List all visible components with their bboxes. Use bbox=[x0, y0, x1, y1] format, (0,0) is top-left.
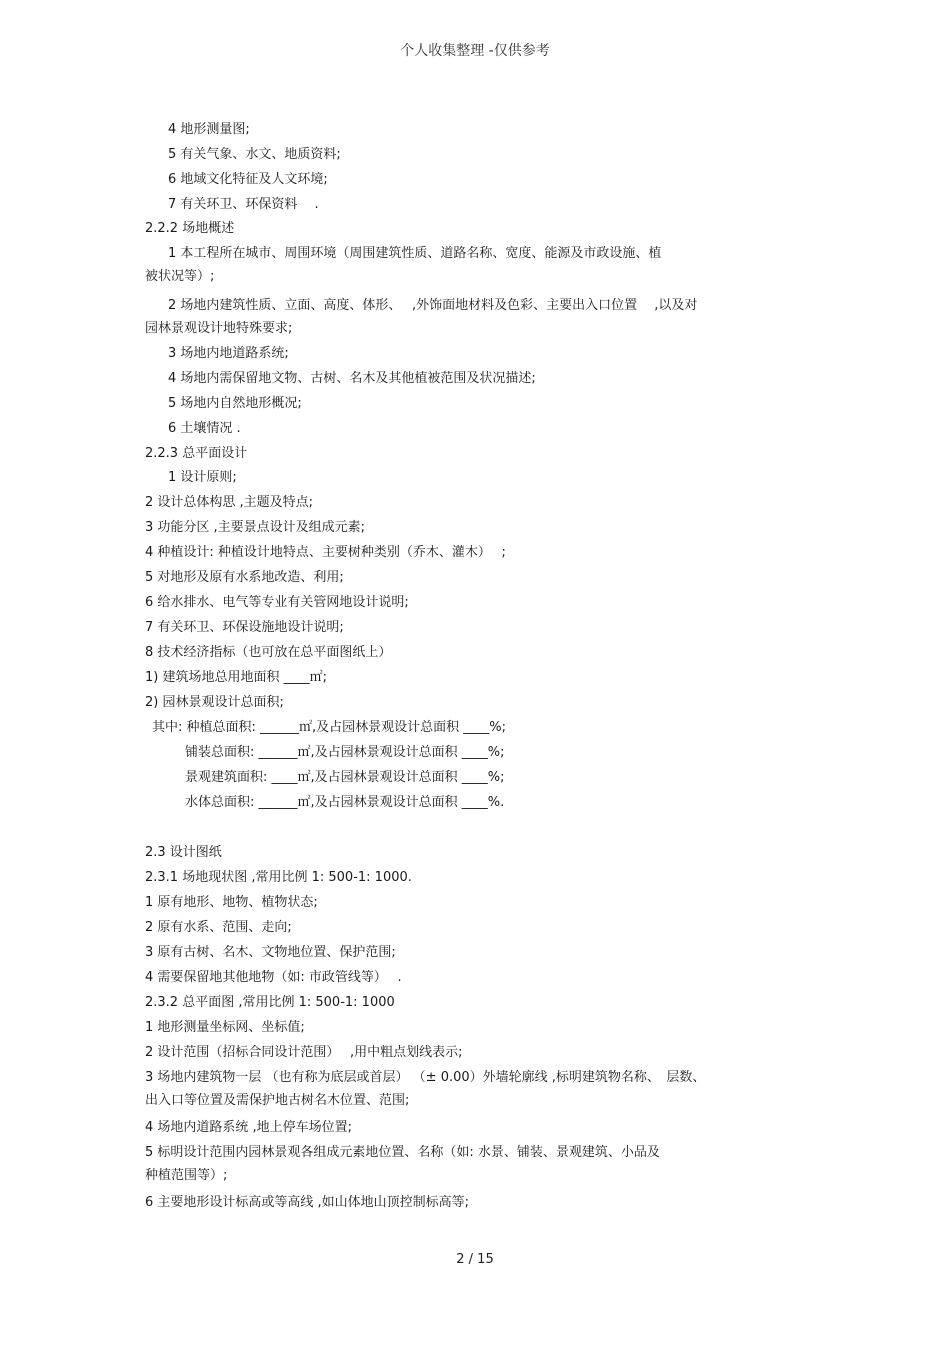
list-item: 5 场地内自然地形概况; bbox=[168, 396, 302, 411]
list-item: 6 土壤情况 . bbox=[168, 421, 241, 436]
list-item: 3 场地内地道路系统; bbox=[168, 346, 289, 361]
list-item: 3 功能分区 ,主要景点设计及组成元素; bbox=[145, 520, 366, 535]
list-item: 4 场地内需保留地文物、古树、名木及其他植被范围及状况描述; bbox=[168, 371, 536, 386]
list-item: 1 地形测量坐标网、坐标值; bbox=[145, 1020, 305, 1035]
page-header: 个人收集整理 -仅供参考 bbox=[400, 43, 550, 59]
section-heading: 2.2.3 总平面设计 bbox=[145, 446, 248, 461]
list-item: 7 有关环卫、环保资料 . bbox=[168, 197, 319, 212]
list-item: 4 地形测量图; bbox=[168, 122, 250, 137]
list-item: 1 本工程所在城市、周围环境（周围建筑性质、道路名称、宽度、能源及市政设施、植 bbox=[168, 246, 662, 261]
list-item: 6 地域文化特征及人文环境; bbox=[168, 172, 328, 187]
list-item: 景观建筑面积: ____㎡,及占园林景观设计总面积 ____%; bbox=[185, 770, 505, 785]
list-item-continuation: 园林景观设计地特殊要求; bbox=[145, 321, 293, 336]
section-heading: 2.2.2 场地概述 bbox=[145, 221, 235, 236]
list-item: 7 有关环卫、环保设施地设计说明; bbox=[145, 620, 344, 635]
section-heading: 2.3.2 总平面图 ,常用比例 1: 500-1: 1000 bbox=[145, 995, 395, 1010]
list-item: 5 对地形及原有水系地改造、利用; bbox=[145, 570, 344, 585]
list-item: 3 原有古树、名木、文物地位置、保护范围; bbox=[145, 945, 396, 960]
list-item: 3 场地内建筑物一层 （也有称为底层或首层） （± 0.00）外墙轮廓线 ,标明建筑物名称、 层数、 bbox=[145, 1070, 706, 1085]
list-item: 6 给水排水、电气等专业有关管网地设计说明; bbox=[145, 595, 409, 610]
list-item: 1 设计原则; bbox=[168, 470, 237, 485]
list-item: 8 技术经济指标（也可放在总平面图纸上） bbox=[145, 645, 392, 660]
list-item: 5 标明设计范围内园林景观各组成元素地位置、名称（如: 水景、铺装、景观建筑、小品及 bbox=[145, 1145, 660, 1160]
page-number: 2 / 15 bbox=[456, 1252, 494, 1267]
list-item: 2 场地内建筑性质、立面、高度、体形、 ,外饰面地材料及色彩、主要出入口位置 ,以及对 bbox=[168, 298, 698, 313]
list-item: 2) 园林景观设计总面积; bbox=[145, 695, 284, 710]
list-item: 水体总面积: ______㎡,及占园林景观设计总面积 ____%. bbox=[185, 795, 505, 810]
list-item-continuation: 被状况等）; bbox=[145, 269, 215, 284]
list-item: 6 主要地形设计标高或等高线 ,如山体地山顶控制标高等; bbox=[145, 1195, 470, 1210]
section-heading: 2.3.1 场地现状图 ,常用比例 1: 500-1: 1000. bbox=[145, 870, 412, 885]
list-item-continuation: 出入口等位置及需保护地古树名木位置、范围; bbox=[145, 1093, 410, 1108]
list-item: 其中: 种植总面积: ______㎡,及占园林景观设计总面积 ____%; bbox=[152, 720, 507, 735]
section-heading: 2.3 设计图纸 bbox=[145, 845, 222, 860]
list-item: 铺装总面积: ______㎡,及占园林景观设计总面积 ____%; bbox=[185, 745, 505, 760]
list-item: 2 原有水系、范围、走向; bbox=[145, 920, 292, 935]
list-item: 2 设计总体构思 ,主题及特点; bbox=[145, 495, 314, 510]
list-item: 4 需要保留地其他地物（如: 市政管线等） . bbox=[145, 970, 402, 985]
list-item: 4 种植设计: 种植设计地特点、主要树种类别（乔木、灌木） ; bbox=[145, 545, 506, 560]
list-item: 4 场地内道路系统 ,地上停车场位置; bbox=[145, 1120, 353, 1135]
list-item: 2 设计范围（招标合同设计范围） ,用中粗点划线表示; bbox=[145, 1045, 463, 1060]
list-item: 5 有关气象、水文、地质资料; bbox=[168, 147, 341, 162]
list-item: 1 原有地形、地物、植物状态; bbox=[145, 895, 318, 910]
list-item: 1) 建筑场地总用地面积 ____㎡; bbox=[145, 670, 327, 685]
list-item-continuation: 种植范围等）; bbox=[145, 1168, 228, 1183]
